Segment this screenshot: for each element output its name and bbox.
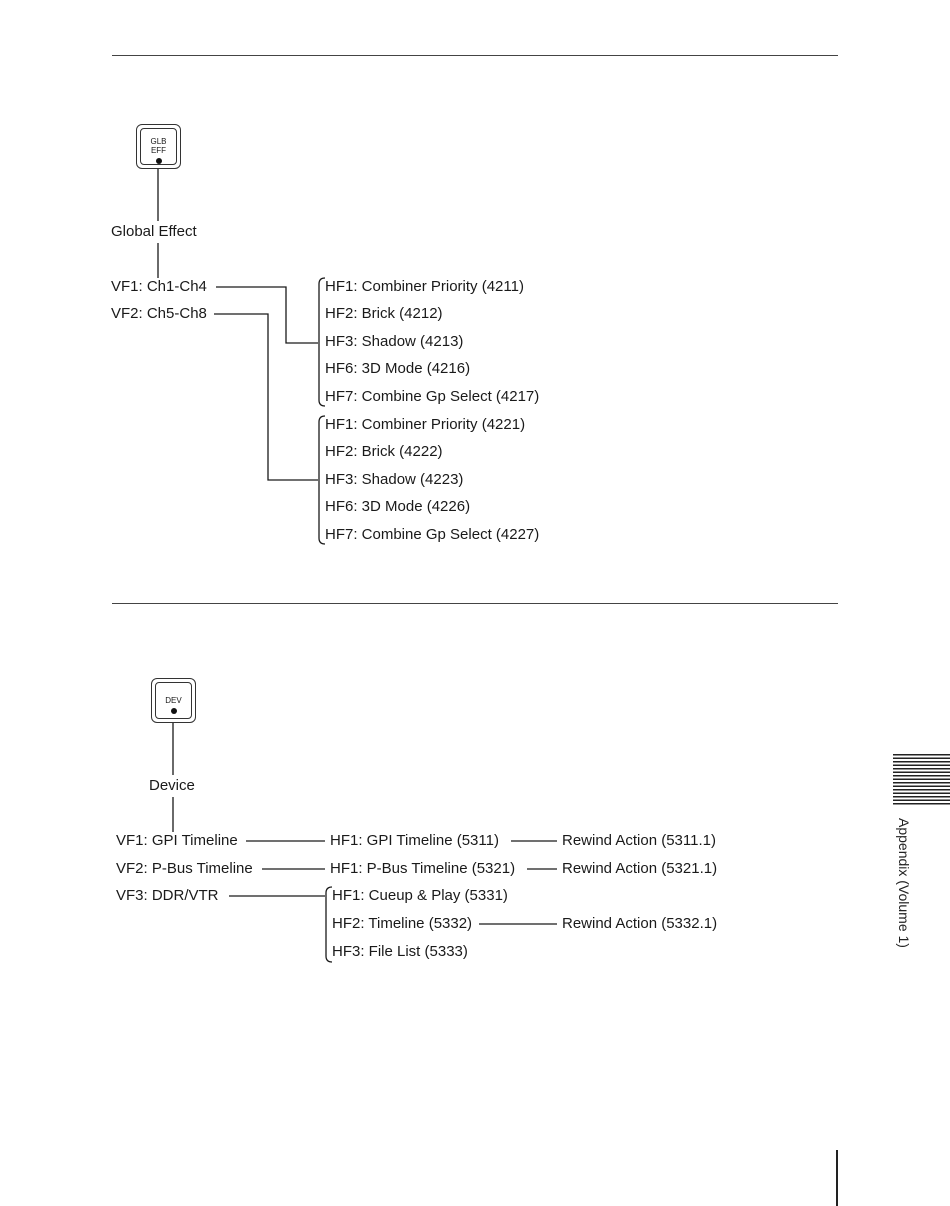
group1-hf6: HF6: 3D Mode (4216) — [325, 360, 471, 377]
vf1-label: VF1: Ch1-Ch4 — [111, 278, 207, 295]
group2-hf3: HF3: Shadow (4223) — [325, 471, 464, 488]
menu-name-global-effect: Global Effect — [111, 223, 197, 240]
vf2-connector — [214, 314, 318, 480]
button-label-line1: GLB — [150, 137, 167, 146]
vf3-ddr-vtr: VF3: DDR/VTR — [116, 887, 219, 904]
dev-button[interactable] — [151, 678, 196, 723]
hf1-gpi-timeline: HF1: GPI Timeline (5311) — [330, 832, 499, 849]
button-label: DEV — [165, 696, 182, 705]
hf3-file-list: HF3: File List (5333) — [332, 943, 468, 960]
indicator-dot-icon — [156, 158, 162, 164]
glb-eff-button-face — [140, 128, 177, 165]
button-label-line2: EFF — [150, 146, 167, 155]
rewind-action-5321: Rewind Action (5321.1) — [562, 860, 718, 877]
hf1-cueup-play: HF1: Cueup & Play (5331) — [332, 887, 508, 904]
group1-hf1: HF1: Combiner Priority (4211) — [325, 278, 524, 295]
dev-button-face — [155, 682, 192, 719]
hf2-timeline: HF2: Timeline (5332) — [332, 915, 473, 932]
indicator-dot-icon — [171, 708, 177, 714]
page-edge-mark — [836, 1150, 838, 1206]
group1-hf7: HF7: Combine Gp Select (4217) — [325, 388, 540, 405]
group1-hf2: HF2: Brick (4212) — [325, 305, 443, 322]
glb-eff-button[interactable] — [136, 124, 181, 169]
rewind-action-5332: Rewind Action (5332.1) — [562, 915, 718, 932]
group2-hf7: HF7: Combine Gp Select (4227) — [325, 526, 540, 543]
section-tab-stripes — [893, 754, 950, 806]
group2-hf1: HF1: Combiner Priority (4221) — [325, 416, 526, 433]
vf1-connector — [216, 287, 318, 343]
appendix-tab-label: Appendix (Volume 1) — [896, 818, 912, 948]
group2-hf6: HF6: 3D Mode (4226) — [325, 498, 471, 515]
rewind-action-5311: Rewind Action (5311.1) — [562, 832, 716, 849]
vf1-gpi-timeline: VF1: GPI Timeline — [116, 832, 238, 849]
vf2-pbus-timeline: VF2: P-Bus Timeline — [116, 860, 253, 877]
group1-hf3: HF3: Shadow (4213) — [325, 333, 464, 350]
vf2-label: VF2: Ch5-Ch8 — [111, 305, 207, 322]
menu-name-device: Device — [149, 777, 195, 794]
group2-hf2: HF2: Brick (4222) — [325, 443, 443, 460]
hf1-pbus-timeline: HF1: P-Bus Timeline (5321) — [330, 860, 516, 877]
